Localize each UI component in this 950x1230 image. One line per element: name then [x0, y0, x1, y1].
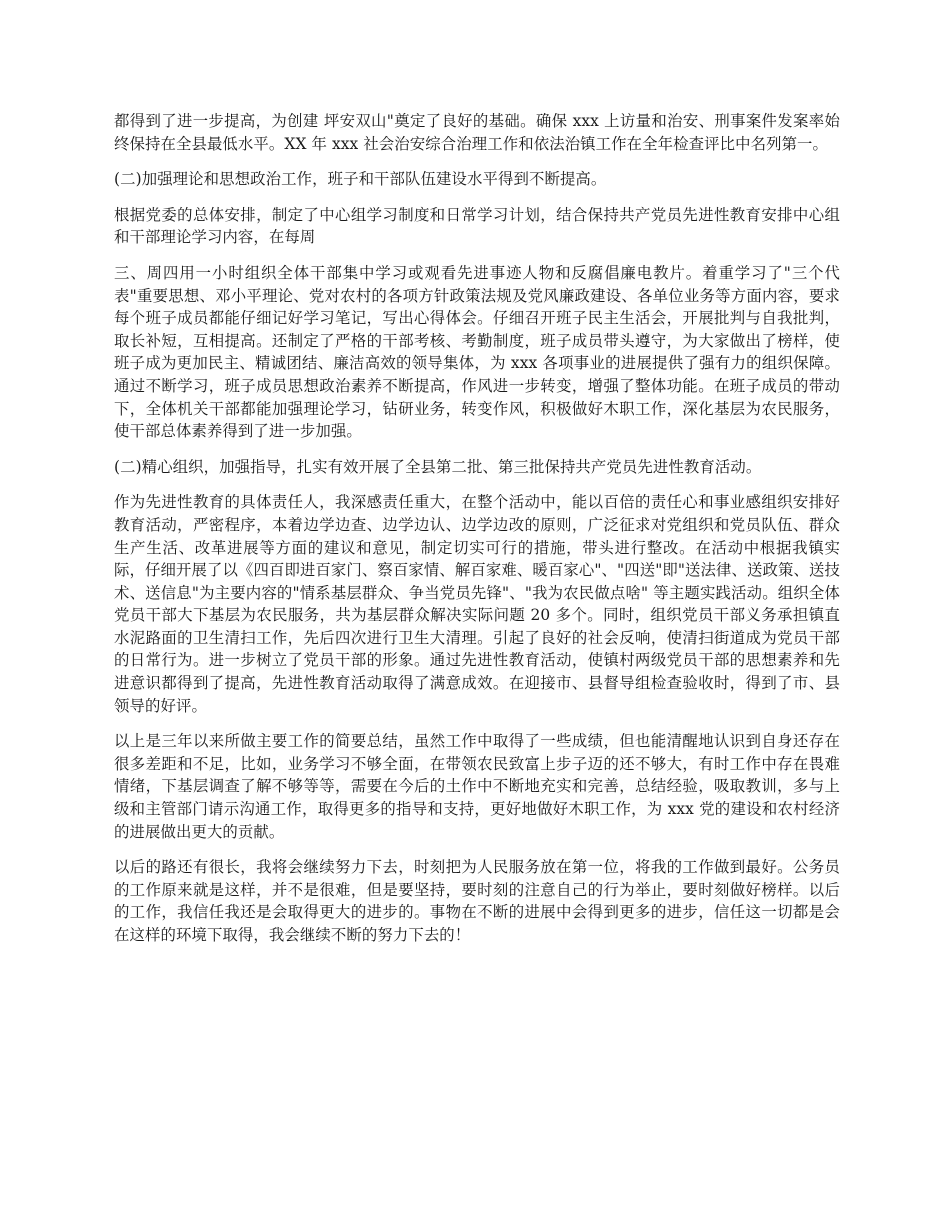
paragraph-7: 以上是三年以来所做主要工作的简要总结，虽然工作中取得了一些成绩，但也能清醒地认识到自身还存在很多差距和不足，比如，业务学习不够全面，在带领农民致富上步子迈的还不够大，有时工作中存在畏难情绪，下基层调查了解不够等等，需要在今后的土作中不断地充实和完善，总结经验，吸取教训，多与上级和主管部门请示沟通工作，取得更多的指导和支持，更好地做好木职工作，为 xxx 党的建设和农村经济的进展做出更大的贡献。	[114, 732, 840, 841]
paragraph-4: 三、周四用一小时组织全体干部集中学习或观看先进事迹人物和反腐倡廉电教片。着重学习了"三个代表"重要思想、邓小平理论、党对农村的各项方针政策法规及党风廉政建设、各单位业务等方面内容，要求每个班子成员都能仔细记好学习笔记，写出心得体会。仔细召开班子民主生活会，开展批判与自我批判，取长补短，互相提高。还制定了严格的干部考核、考勤制度，班子成员带头遵守，为大家做出了榜样，使班子成为更加民主、精诚团结、廉洁高效的领导集体，为 xxx 各项事业的进展提供了强有力的组织保障。通过不断学习，班子成员思想政治素养不断提高，作风进一步转变，增强了整体功能。在班子成员的带动下，全体机关干部都能加强理论学习，钻研业务，转变作风，积极做好木职工作，深化基层为农民服务，使干部总体素养得到了进一步加强。	[114, 263, 840, 441]
document-page	[114, 110, 840, 960]
paragraph-6: 作为先进性教育的具体责任人，我深感责任重大，在整个活动中，能以百倍的责任心和事业感组织安排好教育活动，严密程序，本着边学边查、边学边认、边学边改的原则，广泛征求对党组织和党员队伍、群众生产生活、改革进展等方面的建议和意见，制定切实可行的措施，带头进行整改。在活动中根据我镇实际，仔细开展了以《四百即进百家门、察百家情、解百家难、暖百家心"、"四送"即"送法律、送政策、送技术、送信息"为主要内容的"情系基层群众、争当党员先锋"、"我为农民做点啥" 等主题实践活动。组织全体党员干部大下基层为农民服务，共为基层群众解决实际问题 20 多个。同时，组织党员干部义务承担镇直水泥路面的卫生清扫工作，先后四次进行卫生大清理。引起了良好的社会反响，使清扫街道成为党员干部的日常行为。进一步树立了党员干部的形象。通过先进性教育活动，使镇村两级党员干部的思想素养和先进意识都得到了提高，先进性教育活动取得了满意成效。在迎接市、县督导组检查验收时，得到了市、县领导的好评。	[114, 493, 840, 715]
paragraph-2-heading: (二)加强理论和思想政治工作，班子和干部队伍建设水平得到不断提高。	[114, 170, 607, 189]
paragraph-5-heading: (二)精心组织，加强指导，扎实有效开展了全县第二批、第三批保持共产党员先进性教育活动。	[114, 457, 762, 476]
paragraph-1: 都得到了进一步提高，为创建 坪安双山"奠定了良好的基础。确保 xxx 上访量和治安、刑事案件发案率始终保持在全县最低水平。XX 年 xxx 社会治安综合治理工作和依法治镇工作在全年检查评比中名列第一。	[114, 112, 840, 153]
paragraph-8: 以后的路还有很长，我将会继续努力下去，时刻把为人民服务放在第一位，将我的工作做到最好。公务员的工作原来就是这样，并不是很难，但是要坚持，要时刻的注意自己的行为举止，要时刻做好榜样。以后的工作，我信任我还是会取得更大的进步的。事物在不断的进展中会得到更多的进步，信任这一切都是会在这样的环境下取得，我会继续不断的努力下去的！	[114, 858, 840, 944]
paragraph-3: 根据党委的总体安排，制定了中心组学习制度和日常学习计划，结合保持共产党员先进性教育安排中心组和干部理论学习内容，在每周	[114, 205, 840, 247]
